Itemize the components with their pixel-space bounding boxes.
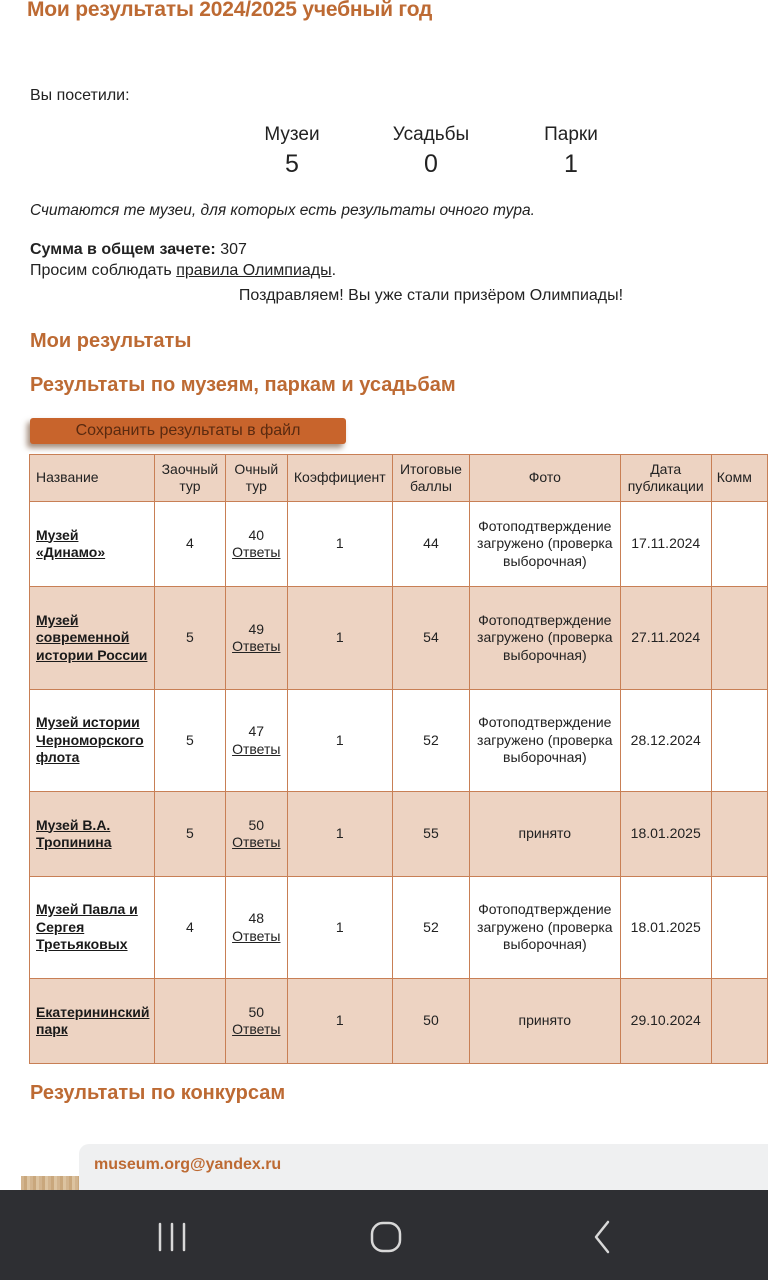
ochny-score: 48 — [248, 910, 265, 926]
heading-museum-results: Результаты по музеям, паркам и усадьбам — [30, 374, 456, 396]
home-button[interactable] — [356, 1210, 416, 1266]
cell-name — [30, 690, 155, 792]
stat-parks — [511, 124, 631, 179]
cell-total: 44 — [392, 502, 469, 587]
stat-label: Парки — [544, 124, 598, 145]
cell-total: 54 — [392, 587, 469, 690]
cell-photo: принято — [469, 979, 620, 1064]
ochny-score: 50 — [248, 816, 265, 833]
venue-link[interactable]: Музей истории Черноморского флота — [36, 714, 144, 766]
recents-icon — [142, 1210, 202, 1266]
heading-contest-results: Результаты по конкурсам — [30, 1082, 286, 1104]
rules-suffix: . — [331, 262, 337, 279]
back-button[interactable] — [572, 1210, 632, 1266]
table-header-row — [30, 455, 768, 502]
table-row — [30, 502, 768, 587]
recents-button[interactable] — [142, 1210, 202, 1266]
back-icon — [572, 1210, 632, 1266]
cell-date: 28.12.2024 — [620, 690, 711, 792]
cell-ochny — [225, 502, 287, 587]
answers-link[interactable]: Ответы — [232, 1021, 281, 1037]
cell-name — [30, 877, 155, 979]
cell-date: 18.01.2025 — [620, 877, 711, 979]
cell-coef: 1 — [287, 877, 392, 979]
cell-total: 52 — [392, 690, 469, 792]
cell-coef: 1 — [287, 979, 392, 1064]
cell-zaochny: 5 — [154, 587, 225, 690]
rules-prefix: Просим соблюдать — [30, 262, 177, 279]
cell-ochny — [225, 690, 287, 792]
table-row — [30, 587, 768, 690]
table-row — [30, 877, 768, 979]
cell-date: 18.01.2025 — [620, 792, 711, 877]
stat-estates — [371, 124, 491, 179]
col-header-name: Название — [30, 455, 155, 502]
page-title: Мои результаты 2024/2025 учебный год — [27, 0, 433, 21]
stat-value: 5 — [285, 150, 299, 178]
cell-zaochny: 4 — [154, 502, 225, 587]
answers-link[interactable]: Ответы — [232, 638, 281, 654]
save-results-button[interactable]: Сохранить результаты в файл — [30, 418, 346, 444]
visited-stats — [0, 124, 768, 184]
answers-link[interactable]: Ответы — [232, 544, 281, 560]
answers-link[interactable]: Ответы — [232, 740, 281, 757]
stat-value: 0 — [424, 150, 438, 178]
answers-link[interactable]: Ответы — [232, 927, 281, 944]
cell-name — [30, 792, 155, 877]
sum-label: Сумма в общем зачете: — [30, 241, 216, 258]
congrats-message: Поздравляем! Вы уже стали призёром Олимпиады! — [238, 287, 624, 304]
venue-link[interactable]: Музей «Динамо» — [36, 526, 106, 560]
results-table — [29, 454, 768, 1064]
venue-link[interactable]: Музей современной истории России — [36, 611, 148, 663]
col-header-comment: Комм — [711, 455, 767, 502]
rules-link[interactable]: правила Олимпиады — [176, 262, 332, 279]
cell-photo: принято — [469, 792, 620, 877]
cell-name — [30, 587, 155, 690]
stat-museums — [232, 124, 352, 179]
cell-comment — [711, 877, 767, 979]
answers-link[interactable]: Ответы — [232, 834, 281, 850]
table-row — [30, 690, 768, 792]
ochny-score: 49 — [248, 620, 265, 637]
col-header-ochny: Очный тур — [225, 455, 287, 502]
ochny-score: 47 — [248, 723, 265, 739]
cell-date: 17.11.2024 — [620, 502, 711, 587]
cell-comment — [711, 502, 767, 587]
col-header-coef: Коэффициент — [287, 455, 392, 502]
cell-comment — [711, 979, 767, 1064]
cell-zaochny: 5 — [154, 792, 225, 877]
cell-total: 52 — [392, 877, 469, 979]
cell-ochny — [225, 979, 287, 1064]
system-nav-bar — [0, 1190, 768, 1280]
table-row — [30, 792, 768, 877]
home-icon — [356, 1210, 416, 1266]
cell-comment — [711, 587, 767, 690]
table-row — [30, 979, 768, 1064]
venue-link[interactable]: Екатерининский парк — [36, 1003, 150, 1037]
cell-total: 55 — [392, 792, 469, 877]
cell-ochny — [225, 587, 287, 690]
cell-photo: Фотоподтверждение загружено (проверка выборочная) — [469, 877, 620, 979]
col-header-photo: Фото — [469, 455, 620, 502]
cell-date: 29.10.2024 — [620, 979, 711, 1064]
cell-comment — [711, 792, 767, 877]
stat-label: Усадьбы — [392, 124, 470, 145]
col-header-date: Дата публикации — [620, 455, 711, 502]
cell-total: 50 — [392, 979, 469, 1064]
cell-photo: Фотоподтверждение загружено (проверка выборочная) — [469, 690, 620, 792]
total-sum — [30, 241, 247, 259]
heading-my-results: Мои результаты — [30, 330, 192, 352]
cell-ochny — [225, 792, 287, 877]
sum-value: 307 — [220, 241, 247, 258]
col-header-zaochny: Заочный тур — [154, 455, 225, 502]
cell-coef: 1 — [287, 690, 392, 792]
count-note: Считаются те музеи, для которых есть результаты очного тура. — [30, 202, 535, 219]
cell-name — [30, 502, 155, 587]
stat-value: 1 — [564, 150, 578, 178]
cell-photo: Фотоподтверждение загружено (проверка выборочная) — [469, 587, 620, 690]
cell-coef: 1 — [287, 792, 392, 877]
visited-label: Вы посетили: — [30, 87, 130, 104]
cell-zaochny — [154, 979, 225, 1064]
venue-link[interactable]: Музей Павла и Сергея Третьяковых — [36, 901, 138, 953]
ochny-score: 50 — [248, 1003, 265, 1020]
cell-comment — [711, 690, 767, 792]
cell-ochny — [225, 877, 287, 979]
cell-zaochny: 4 — [154, 877, 225, 979]
cell-date: 27.11.2024 — [620, 587, 711, 690]
cell-photo: Фотоподтверждение загружено (проверка выборочная) — [469, 502, 620, 587]
stat-label: Музеи — [264, 124, 320, 145]
contact-email[interactable]: museum.org@yandex.ru — [94, 1156, 282, 1173]
cell-coef: 1 — [287, 502, 392, 587]
ochny-score: 40 — [248, 526, 265, 543]
col-header-total: Итоговые баллы — [392, 455, 469, 502]
cell-name — [30, 979, 155, 1064]
cell-coef: 1 — [287, 587, 392, 690]
rules-line — [30, 262, 336, 280]
venue-link[interactable]: Музей В.А. Тропинина — [36, 816, 112, 850]
cell-zaochny: 5 — [154, 690, 225, 792]
